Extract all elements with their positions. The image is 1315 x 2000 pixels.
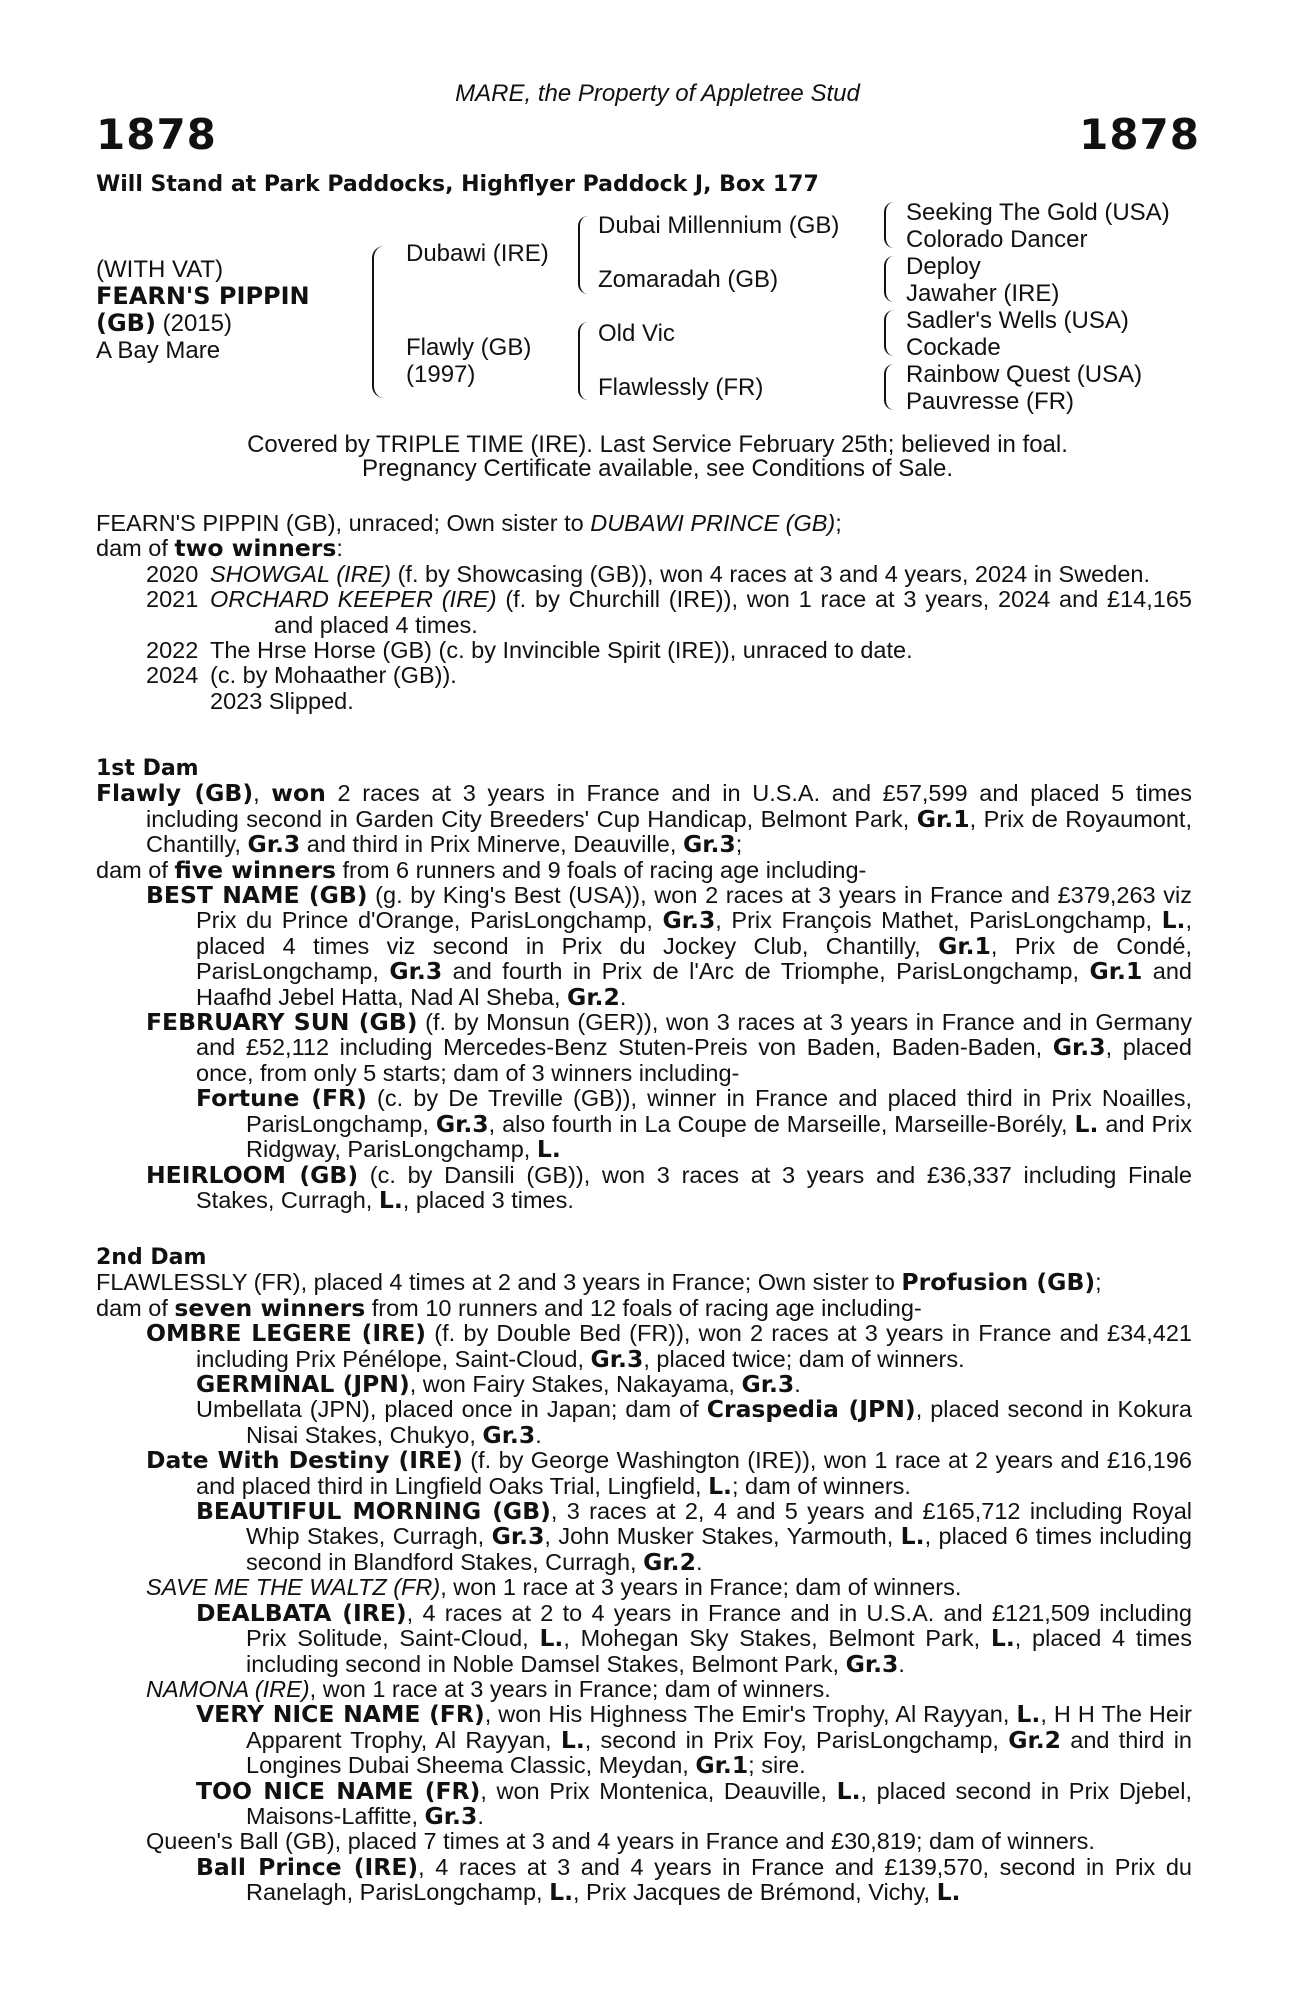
first-dam-section: [96, 756, 1192, 1213]
brace-g2: [884, 256, 896, 302]
brace-dam: [578, 322, 590, 400]
sire-dam: Zomaradah (GB): [598, 266, 779, 293]
lot-number-right: 1878: [1079, 110, 1200, 159]
produce-item: 2023 Slipped.: [210, 687, 354, 714]
dam-year: (1997): [406, 361, 476, 388]
first-dam-dam-of: dam of five winners from 6 runners and 9 foals of racing age including-: [96, 855, 867, 884]
produce-item: 2021 ORCHARD KEEPER (IRE) (f. by Churchill (IRE)), won 1 race at 3 years, 2024 and £14,165 and placed 4 times.: [146, 586, 1192, 638]
second-dam-offspring: OMBRE LEGERE (IRE) (f. by Double Bed (FR)), won 2 races at 3 years in France and £34,421 including Prix Pénélope, Saint-Cloud, Gr.3, placed twice; dam of winners.: [146, 1319, 1192, 1373]
first-dam-offspring: HEIRLOOM (GB) (c. by Dansili (GB)), won 3 races at 3 years and £36,337 including Finale Stakes, Curragh, L., placed 3 times.: [146, 1160, 1192, 1214]
dam-sire: Old Vic: [598, 320, 675, 347]
second-dam-grand-offspring: Umbellata (JPN), placed once in Japan; dam of Craspedia (JPN), placed second in Kokura Nisai Stakes, Chukyo, Gr.3.: [196, 1395, 1192, 1449]
grandparent-4: Jawaher (IRE): [906, 280, 1060, 307]
grandparent-8: Pauvresse (FR): [906, 388, 1075, 415]
grandparent-3: Deploy: [906, 253, 981, 280]
horse-description: A Bay Mare: [96, 337, 221, 364]
produce-section: [96, 511, 1192, 714]
grandparent-5: Sadler's Wells (USA): [906, 307, 1129, 334]
brace-main: [372, 246, 384, 398]
lot-number-left: 1878: [96, 110, 217, 159]
second-dam-record: FLAWLESSLY (FR), placed 4 times at 2 and 3 years in France; Own sister to Profusion (GB);: [96, 1268, 1102, 1297]
grandparent-1: Seeking The Gold (USA): [906, 199, 1170, 226]
second-dam-heading: 2nd Dam: [96, 1245, 207, 1270]
grandparent-7: Rainbow Quest (USA): [906, 361, 1143, 388]
second-dam-grand-offspring: VERY NICE NAME (FR), won His Highness The Emir's Trophy, Al Rayyan, L., H H The Heir Apparent Trophy, Al Rayyan, L., second in Prix Foy, ParisLongchamp, Gr.2 and third in Longines Dubai Sheema Classic, Meydan, Gr.1; sire.: [196, 1700, 1192, 1780]
second-dam-grand-offspring: TOO NICE NAME (FR), won Prix Montenica, Deauville, L., placed second in Prix Djebel, Maisons-Laffitte, Gr.3.: [196, 1776, 1192, 1830]
produce-intro: FEARN'S PIPPIN (GB), unraced; Own sister to DUBAWI PRINCE (GB);: [96, 510, 842, 536]
second-dam-offspring: Queen's Ball (GB), placed 7 times at 3 and 4 years in France and £30,819; dam of winners.: [146, 1828, 1095, 1855]
dam: Flawly (GB): [406, 334, 532, 361]
vat-note: (WITH VAT): [96, 256, 224, 283]
sire: Dubawi (IRE): [406, 240, 549, 267]
second-dam-offspring: Date With Destiny (IRE) (f. by George Washington (IRE)), won 1 race at 2 years and £16,196 and placed third in Lingfield Oaks Trial, Lingfield, L.; dam of winners.: [146, 1446, 1192, 1500]
brace-g3: [884, 310, 896, 356]
covering-line-2: Pregnancy Certificate available, see Conditions of Sale.: [362, 455, 953, 482]
first-dam-heading: 1st Dam: [96, 756, 199, 781]
dam-dam: Flawlessly (FR): [598, 374, 764, 401]
horse-info: [96, 256, 310, 364]
produce-item: 2024 (c. by Mohaather (GB)).: [146, 662, 457, 689]
produce-item: 2022 The Hrse Horse (GB) (c. by Invincible Spirit (IRE)), unraced to date.: [146, 637, 913, 664]
brace-sire: [578, 216, 590, 294]
second-dam-offspring: NAMONA (IRE), won 1 race at 3 years in France; dam of winners.: [146, 1675, 831, 1702]
second-dam-grand-offspring: BEAUTIFUL MORNING (GB), 3 races at 2, 4 and 5 years and £165,712 including Royal Whip Stakes, Curragh, Gr.3, John Musker Stakes, Yarmouth, L., placed 6 times including second in Blandford Stakes, Curragh, Gr.2.: [196, 1497, 1193, 1576]
first-dam-offspring: FEBRUARY SUN (GB) (f. by Monsun (GER)), won 3 races at 3 years in France and in Germany and £52,112 including Mercedes-Benz Stuten-Preis von Baden, Baden-Baden, Gr.3, placed once, from only 5 starts; dam of 3 winners including-: [146, 1008, 1192, 1086]
second-dam-section: [96, 1245, 1192, 1906]
second-dam-grand-offspring: Ball Prince (IRE), 4 races at 3 and 4 years in France and £139,570, second in Prix du Ranelagh, ParisLongchamp, L., Prix Jacques de Brémond, Vichy, L.: [196, 1852, 1192, 1907]
horse-suffix: (GB): [96, 309, 156, 337]
produce-dam-of: dam of two winners:: [96, 534, 343, 563]
first-dam-offspring: BEST NAME (GB) (g. by King's Best (USA)), won 2 races at 3 years in France and £379,263 viz Prix du Prince d'Orange, ParisLongchamp, Gr.3, Prix François Mathet, ParisLongchamp, L., placed 4 times viz second in Prix du Jockey Club, Chantilly, Gr.1, Prix de Condé, ParisLongchamp, Gr.3 and fourth in Prix de l'Arc de Triomphe, ParisLongchamp, Gr.1 and Haafhd Jebel Hatta, Nad Al Sheba, Gr.2.: [146, 881, 1193, 1011]
horse-name: FEARN'S PIPPIN: [96, 282, 310, 310]
covering-line-1: Covered by TRIPLE TIME (IRE). Last Service February 25th; believed in foal.: [247, 431, 1068, 458]
grandparent-6: Cockade: [906, 334, 1001, 361]
first-dam-grand-offspring: Fortune (FR) (c. by De Treville (GB)), winner in France and placed third in Prix Noailles, ParisLongchamp, Gr.3, also fourth in La Coupe de Marseille, Marseille-Borély, L. and Prix Ridgway, ParisLongchamp, L.: [196, 1084, 1193, 1164]
horse-year: (2015): [162, 310, 232, 337]
brace-g4: [884, 364, 896, 410]
grandparent-2: Colorado Dancer: [906, 226, 1088, 253]
second-dam-grand-offspring: GERMINAL (JPN), won Fairy Stakes, Nakayama, Gr.3.: [196, 1370, 801, 1399]
first-dam-record: Flawly (GB), won 2 races at 3 years in France and in U.S.A. and £57,599 and placed 5 times including second in Garden City Breeders' Cup Handicap, Belmont Park, Gr.1, Prix de Royaumont, Chantilly, Gr.3 and third in Prix Minerve, Deauville, Gr.3;: [96, 779, 1193, 859]
second-dam-offspring: SAVE ME THE WALTZ (FR), won 1 race at 3 years in France; dam of winners.: [146, 1574, 962, 1601]
stand-location: Will Stand at Park Paddocks, Highflyer Paddock J, Box 177: [96, 172, 819, 197]
brace-g1: [884, 202, 896, 248]
sire-sire: Dubai Millennium (GB): [598, 212, 840, 239]
second-dam-grand-offspring: DEALBATA (IRE), 4 races at 2 to 4 years in France and in U.S.A. and £121,509 including Prix Solitude, Saint-Cloud, L., Mohegan Sky Stakes, Belmont Park, L., placed 4 times including second in Noble Damsel Stakes, Belmont Park, Gr.3.: [196, 1598, 1193, 1678]
second-dam-dam-of: dam of seven winners from 10 runners and 12 foals of racing age including-: [96, 1293, 922, 1322]
vendor-line: MARE, the Property of Appletree Stud: [455, 80, 860, 107]
produce-item: 2020 SHOWGAL (IRE) (f. by Showcasing (GB)), won 4 races at 3 and 4 years, 2024 in Sweden.: [146, 560, 1150, 587]
